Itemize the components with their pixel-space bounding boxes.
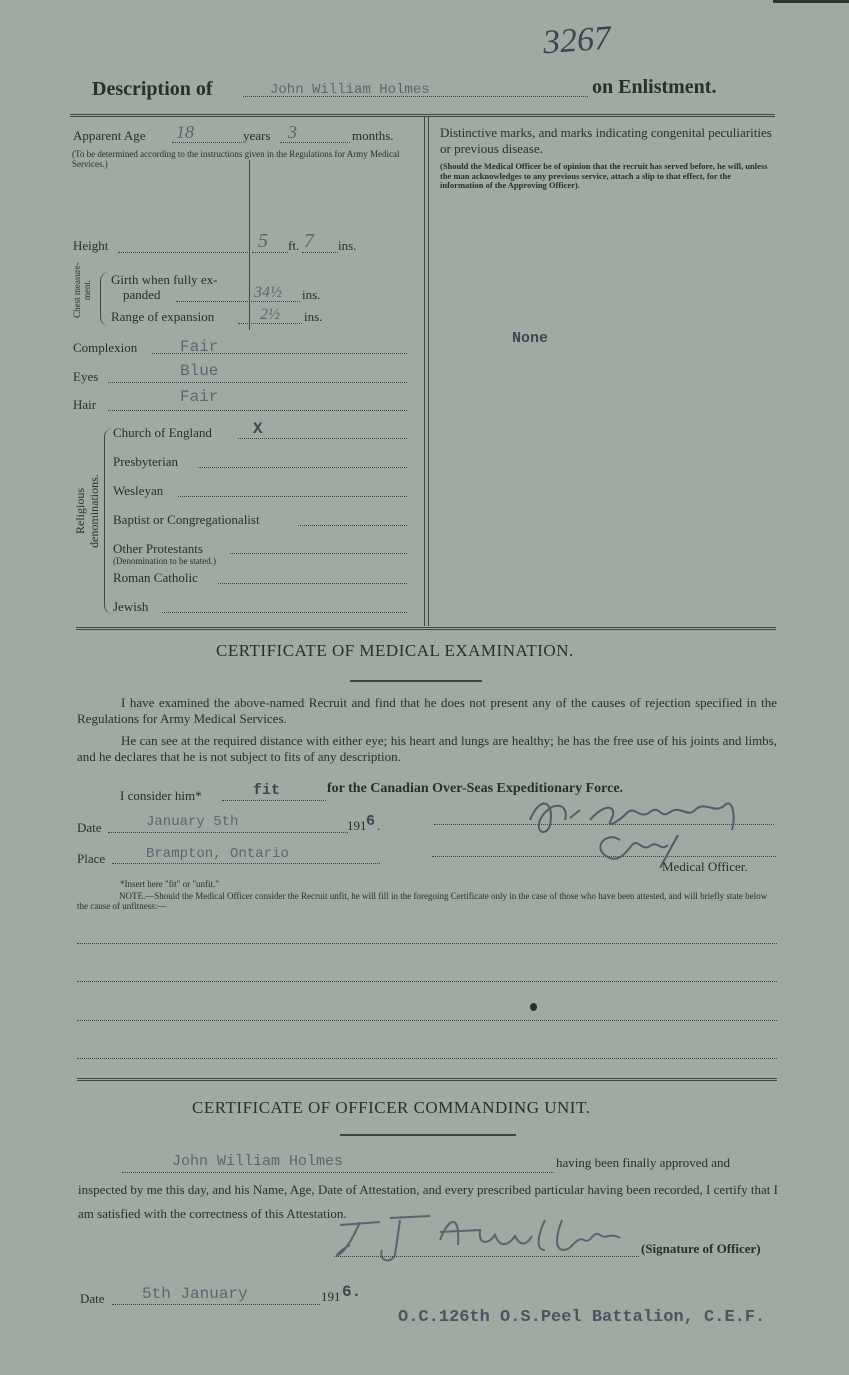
- religion-presbyterian: Presbyterian: [113, 454, 178, 469]
- medical-para1: I have examined the above-named Recruit and find that he does not present any of the causes of rejection specified in the Regulations for Army Medical Services.: [77, 695, 777, 726]
- eyes-value: Blue: [180, 362, 219, 380]
- religion-other-protestants: Other Protestants: [113, 541, 203, 556]
- religion-other-note: (Denomination to be stated.): [113, 556, 216, 566]
- medical-date-value: January 5th: [146, 814, 239, 830]
- medical-officer-signature: [510, 790, 760, 868]
- marks-title: Distinctive marks, and marks indicating congenital peculiarities or previous disease.: [440, 125, 772, 156]
- commanding-approved-text: having been finally approved and: [556, 1155, 730, 1170]
- religion-wesleyan: Wesleyan: [113, 483, 164, 498]
- age-note: (To be determined according to the instructions given in the Regulations for Army Medical Services.): [72, 149, 400, 169]
- hair-label: Hair: [73, 397, 97, 412]
- years-label: years: [243, 128, 271, 143]
- consider-suffix: for the Canadian Over-Seas Expeditionary Force.: [327, 781, 624, 796]
- medical-title: CERTIFICATE OF MEDICAL EXAMINATION.: [216, 641, 574, 660]
- religion-jewish: Jewish: [113, 599, 149, 614]
- medical-year-digit: 6: [366, 813, 376, 830]
- range-ins-label: ins.: [304, 309, 323, 324]
- medical-place-value: Brampton, Ontario: [146, 846, 289, 862]
- commanding-signature-label: (Signature of Officer): [641, 1241, 761, 1256]
- marks-note: (Should the Medical Officer be of opinion that the recruit has served before, he will, unless the man acknowledges to any previous service, attach a slip to that effect, for the information of the Approving Officer).: [440, 161, 768, 190]
- age-months-value: 3: [288, 122, 297, 142]
- height-label: Height: [73, 238, 109, 253]
- medical-officer-label: Medical Officer.: [662, 859, 748, 874]
- age-label: Apparent Age: [73, 128, 146, 143]
- commanding-year-digit: 6.: [342, 1283, 362, 1301]
- commanding-para: inspected by me this day, and his Name, Age, Date of Attestation, and every prescribed particular having been recorded, I certify that I am satisfied with the correctness of this Attestation.: [78, 1182, 778, 1221]
- record-number: 3267: [541, 19, 613, 62]
- medical-year-prefix: 191: [347, 818, 367, 833]
- commanding-officer-signature: [330, 1210, 650, 1270]
- commanding-unit-stamp: O.C.126th O.S.Peel Battalion, C.E.F.: [398, 1308, 766, 1327]
- religion-church-of-england-mark: X: [253, 420, 263, 438]
- age-years-value: 18: [176, 122, 194, 142]
- range-value: 2½: [260, 306, 280, 323]
- header-name: John William Holmes: [270, 82, 430, 98]
- height-in-value: 7: [304, 230, 314, 252]
- commanding-title: CERTIFICATE OF OFFICER COMMANDING UNIT.: [192, 1098, 591, 1117]
- consider-prefix: I consider him*: [120, 788, 202, 803]
- insert-note: *Insert here "fit" or "unfit.": [120, 879, 219, 889]
- range-label: Range of expansion: [111, 309, 215, 324]
- medical-year-period: .: [377, 818, 381, 833]
- religion-church-of-england: Church of England: [113, 425, 212, 440]
- girth-ins-label: ins.: [302, 287, 321, 302]
- edge-mark: [773, 0, 849, 3]
- medical-para2: He can see at the required distance with either eye; his heart and lungs are healthy; he has the free use of his joints and limbs, and he declares that he is not subject to fits of any description.: [77, 733, 777, 764]
- unfit-note: NOTE.—Should the Medical Officer consider the Recruit unfit, he will fill in the foregoing Certificate only in the case of those who have been attested, and will briefly state below the cause of unfitness:—: [77, 891, 768, 911]
- commanding-name: John William Holmes: [172, 1153, 344, 1170]
- ins-label: ins.: [338, 238, 357, 253]
- header-suffix: on Enlistment.: [592, 76, 717, 98]
- girth-label-1: Girth when fully ex-: [111, 272, 218, 287]
- religion-roman-catholic: Roman Catholic: [113, 570, 198, 585]
- ft-label: ft.: [288, 238, 300, 253]
- medical-place-label: Place: [77, 851, 106, 866]
- commanding-year-prefix: 191: [321, 1289, 341, 1304]
- religion-baptist: Baptist or Congregationalist: [113, 512, 260, 527]
- complexion-value: Fair: [180, 338, 219, 356]
- complexion-label: Complexion: [73, 340, 138, 355]
- religion-label: Religious denominations.: [73, 474, 101, 548]
- months-label: months.: [352, 128, 394, 143]
- girth-label-2: panded: [123, 287, 161, 302]
- chest-label: Chest measure-ment.: [72, 262, 92, 318]
- ink-spot: [530, 1003, 537, 1011]
- consider-value: fit: [253, 782, 281, 799]
- girth-value: 34½: [254, 284, 282, 301]
- eyes-label: Eyes: [73, 369, 99, 384]
- commanding-date-value: 5th January: [142, 1285, 248, 1303]
- height-ft-value: 5: [258, 230, 268, 252]
- hair-value: Fair: [180, 388, 219, 406]
- marks-value: None: [512, 330, 549, 347]
- medical-date-label: Date: [77, 820, 102, 835]
- commanding-date-label: Date: [80, 1291, 105, 1306]
- header-prefix: Description of: [92, 78, 213, 100]
